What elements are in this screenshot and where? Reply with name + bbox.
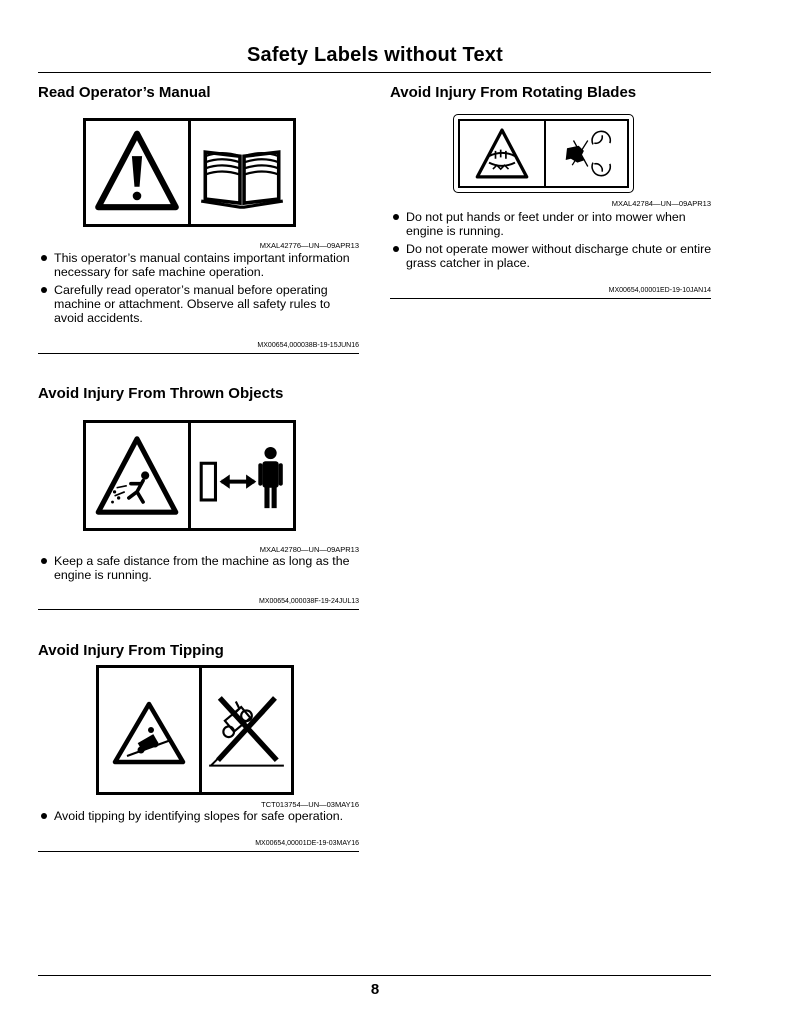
open-book-icon bbox=[191, 121, 293, 224]
figure-id: MXAL42784—UN—09APR13 bbox=[611, 199, 711, 208]
title-rule bbox=[38, 72, 711, 73]
label-thrown-objects bbox=[83, 420, 296, 531]
warning-triangle-icon bbox=[86, 121, 191, 224]
section-rule bbox=[38, 851, 359, 852]
rotating-blade-warning-icon bbox=[460, 121, 546, 186]
section-rule bbox=[38, 353, 359, 354]
bullet-list bbox=[38, 251, 363, 329]
section-footer-id: MX00654,00001DE-19-03MAY16 bbox=[255, 840, 359, 847]
label-tipping bbox=[96, 665, 294, 795]
footer-rule bbox=[38, 975, 711, 976]
safe-distance-icon bbox=[191, 423, 293, 528]
section-title-thrown-objects: Avoid Injury From Thrown Objects bbox=[38, 385, 284, 402]
figure-id: MXAL42776—UN—09APR13 bbox=[259, 241, 359, 250]
section-title-tipping: Avoid Injury From Tipping bbox=[38, 642, 224, 659]
label-operators-manual bbox=[83, 118, 296, 227]
tipping-warning-icon bbox=[99, 668, 202, 792]
page-title: Safety Labels without Text bbox=[247, 44, 503, 66]
section-footer-id: MX00654,00001ED-19-10JAN14 bbox=[608, 287, 711, 294]
page-number: 8 bbox=[370, 981, 380, 998]
list-item: Avoid tipping by identifying slopes for safe operation. bbox=[38, 809, 363, 823]
list-item: Do not put hands or feet under or into mower when engine is running. bbox=[390, 210, 715, 238]
blade-cut-icon bbox=[546, 121, 627, 186]
section-rule bbox=[38, 609, 359, 610]
section-rule bbox=[390, 298, 711, 299]
figure-id: TCT013754—UN—03MAY16 bbox=[261, 800, 359, 809]
figure-id: MXAL42780—UN—09APR13 bbox=[259, 545, 359, 554]
thrown-objects-warning-icon bbox=[86, 423, 191, 528]
list-item: Carefully read operator’s manual before operating machine or attachment. Observe all safety rules to avoid accidents. bbox=[38, 283, 363, 325]
list-item: This operator’s manual contains important information necessary for safe machine operation. bbox=[38, 251, 363, 279]
no-steep-slope-icon bbox=[202, 668, 291, 792]
section-title-operators-manual: Read Operator’s Manual bbox=[38, 84, 211, 101]
list-item: Do not operate mower without discharge chute or entire grass catcher in place. bbox=[390, 242, 715, 270]
bullet-list bbox=[38, 554, 363, 586]
list-item: Keep a safe distance from the machine as long as the engine is running. bbox=[38, 554, 363, 582]
section-title-rotating-blades: Avoid Injury From Rotating Blades bbox=[390, 84, 637, 101]
section-footer-id: MX00654,000038F-19-24JUL13 bbox=[258, 598, 359, 605]
bullet-list bbox=[390, 210, 715, 274]
section-footer-id: MX00654,000038B-19-15JUN16 bbox=[257, 342, 359, 349]
label-rotating-blades bbox=[453, 114, 634, 193]
bullet-list bbox=[38, 809, 363, 827]
